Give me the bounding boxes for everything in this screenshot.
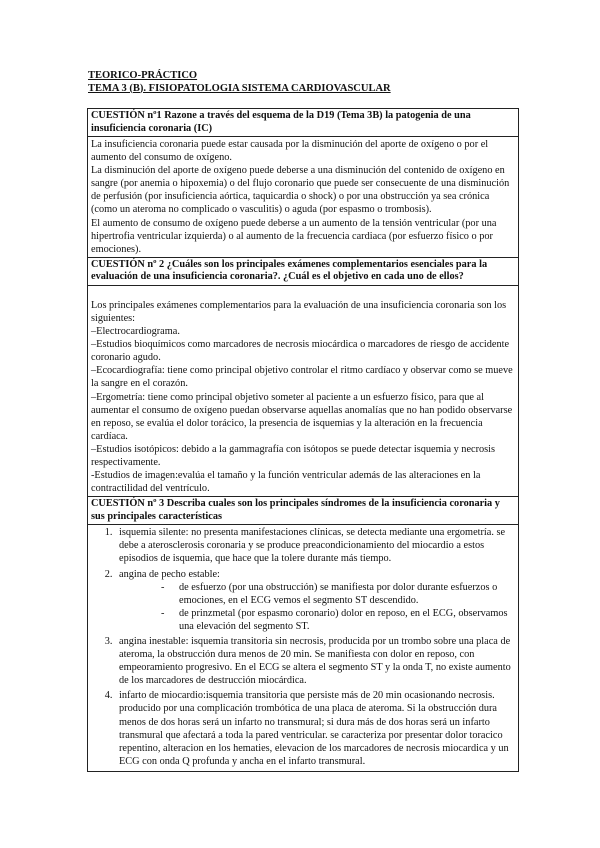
header-course-title: TEORICO-PRÁCTICO: [88, 70, 198, 81]
syndrome-text: isquemia silente: no presenta manifestaciones clínicas, se detecta mediante una ergometría. se debe a aterosclerosis coronaria y se produce preacondicionamiento del miocardio a estos episodios de isquemia, que hace que la tolere durante más tiempo.: [119, 527, 506, 565]
syndrome-text: angina de pecho estable:: [119, 568, 220, 580]
angina-subtype-list: [119, 581, 515, 633]
syndrome-list: [91, 526, 515, 768]
answer-2-paragraph: -Estudios de imagen:evalúa el tamaño y la función ventricular además de las alteraciones en la contractilidad del ventrículo.: [91, 470, 481, 495]
question-row-3: [88, 497, 519, 525]
answer-row-3: [88, 525, 519, 772]
angina-subtype: - de prinzmetal (por espasmo coronario) dolor en reposo, en el ECG, observamos una elevación del segmento ST.: [161, 607, 515, 633]
answer-2-paragraph: –Estudios bioquímicos como marcadores de necrosis miocárdica o marcadores de riesgo de accidente coronario agudo.: [91, 339, 510, 364]
question-2-title: CUESTIÓN nº 2 ¿Cuáles son los principales exámenes complementarios esenciales para la evaluación de una insuficiencia coronaria?. ¿Cuál es el objetivo en cada uno de ellos?: [88, 257, 519, 285]
answer-2-paragraph: –Ergometría: tiene como principal objetivo someter al paciente a un esfuerzo físico, para que al aumentar el consumo de oxígeno puedan observarse aquellas anomalías que no han podido observarse en reposo, se evalúa el dolor torácico, la presencia de isquemias y la alteración en la frecuencia cardíaca.: [91, 391, 513, 442]
answer-2-paragraph: –Ecocardiografía: tiene como principal objetivo controlar el ritmo cardíaco y observar como se mueve la sangre en el corazón.: [91, 365, 513, 390]
question-table: [87, 108, 519, 772]
question-row-2: [88, 257, 519, 285]
answer-1-paragraph: La insuficiencia coronaria puede estar causada por la disminución del aporte de oxígeno o por el aumento del consumo de oxígeno.: [91, 139, 489, 164]
syndrome-item: [115, 526, 515, 565]
document-header: [88, 70, 391, 95]
answer-1: [88, 137, 519, 258]
question-1-title: CUESTIÓN nº1 Razone a través del esquema de la D19 (Tema 3B) la patogenia de una insuficiencia coronaria (IC): [88, 109, 519, 137]
answer-2-paragraph: Los principales exámenes complementarios para la evaluación de una insuficiencia coronaria son los siguientes:: [91, 299, 507, 324]
header-topic-title: TEMA 3 (B). FISIOPATOLOGIA SISTEMA CARDIOVASCULAR: [88, 82, 391, 94]
answer-row-1: [88, 137, 519, 258]
answer-1-paragraph: La disminución del aporte de oxígeno puede deberse a una disminución del contenido de oxígeno en sangre (por anemia o hipoxemia) o del flujo coronario que puede ser consecuente de una disminución de perfusión (por insuficiencia aórtica, taquicardia o shock) o por una obstrucción ya sea crónica (como un ateroma no complicado o vasculitis) o aguda (por espasmo o trombosis).: [91, 165, 510, 216]
answer-3: [88, 525, 519, 772]
syndrome-text: infarto de miocardio:isquemia transitoria que persiste más de 20 min ocasionando necrosis. producido por una complicación trombótica de una placa de ateroma. Si la obstrucción dura menos de dos horas será un infarto no transmural; si dura más de dos horas será un infarto transmural que afectará a toda la pared ventricular. se caracteriza por presentar dolor toracico repentino, alteracion en los hematies, elevacion de los marcadores de necrosis miocardica y un ECG con onda Q profunda y ancha en el infarto transmural.: [119, 690, 509, 767]
blank-line: [91, 287, 515, 299]
answer-row-2: [88, 285, 519, 496]
answer-2: [88, 285, 519, 496]
question-row-1: [88, 109, 519, 137]
syndrome-item: [115, 689, 515, 768]
angina-subtype: - de esfuerzo (por una obstrucción) se manifiesta por dolor durante esfuerzos o emociones, en el ECG vemos el segmento ST descendido.: [161, 581, 515, 607]
answer-2-paragraph: –Estudios isotópicos: debido a la gammagrafía con isótopos se puede detectar isquemia y necrosis respectivamente.: [91, 443, 496, 468]
syndrome-text: angina inestable: isquemia transitoria sin necrosis, producida por un trombo sobre una placa de ateroma, la obstrucción dura menos de 20 min. Se manifiesta con dolor en reposo, con empeoramiento progresivo. En el ECG se altera el segmento ST y la onda T, no existe aumento de los marcadores de destrucción miocárdica.: [119, 636, 511, 687]
question-3-title: CUESTIÓN nº 3 Describa cuales son los principales síndromes de la insuficiencia coronaria y sus principales características: [88, 497, 519, 525]
answer-1-paragraph: El aumento de consumo de oxígeno puede deberse a un aumento de la tensión ventricular (por una hipertrofia ventricular izquierda) o al aumento de la frecuencia cardiaca (por esfuerzo físico o por emociones).: [91, 217, 497, 255]
syndrome-item: [115, 635, 515, 687]
answer-2-paragraph: –Electrocardiograma.: [91, 326, 180, 338]
syndrome-item: [115, 568, 515, 633]
